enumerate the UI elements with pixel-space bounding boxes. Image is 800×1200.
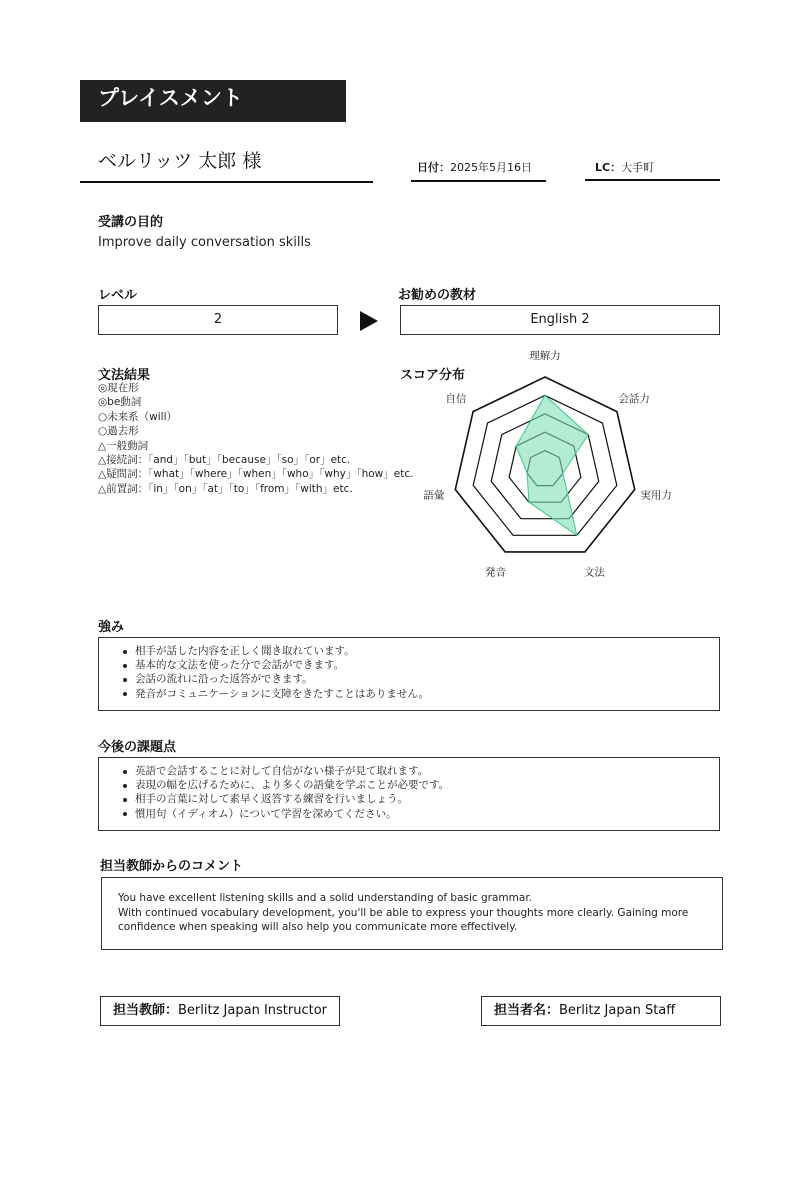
purpose-text: Improve daily conversation skills	[98, 235, 311, 250]
grammar-item: ◎現在形	[98, 382, 139, 394]
radar-axis-label: 語彙	[423, 489, 445, 502]
radar-axis-label: 文法	[584, 566, 605, 579]
comment-line: You have excellent listening skills and a solid understanding of basic grammar.	[118, 892, 533, 904]
date-underline	[411, 180, 546, 182]
level-value-box: 2	[98, 305, 338, 335]
material-label: お勧めの教材	[398, 288, 477, 303]
comment-line: confidence when speaking will also help you communicate more effectively.	[118, 921, 518, 934]
teacher-value: Berlitz Japan Instructor	[178, 1003, 328, 1018]
date-value: 2025年5月16日	[450, 161, 532, 174]
teacher-box	[100, 996, 340, 1026]
comment-line: With continued vocabulary development, you'll be able to express your thoughts more clearly. Gaining more	[118, 906, 689, 919]
grammar-item: △前置詞：「in」「on」「at」「to」「from」「with」etc.	[98, 482, 353, 495]
grammar-list	[98, 381, 413, 496]
name-underline	[80, 181, 373, 183]
chart-title: スコア分布	[400, 368, 466, 383]
level-label: レベル	[98, 288, 138, 303]
staff-label: 担当者名：	[494, 1003, 560, 1018]
staff-box	[481, 996, 721, 1026]
challenges-box	[98, 757, 720, 831]
challenge-item: 相手の言葉に対して素早く返答する練習を行いましょう。	[121, 792, 719, 806]
challenges-label: 今後の課題点	[98, 740, 177, 755]
grammar-item: ◎be動詞	[98, 396, 142, 409]
date-field	[417, 159, 532, 175]
strength-item: 会話の流れに沿った返答ができます。	[121, 672, 719, 686]
grammar-item: ○過去形	[98, 425, 139, 438]
grammar-item: ○未来系（will）	[98, 410, 178, 423]
comment-box	[101, 877, 723, 950]
strength-item: 発音がコミュニケーションに支障をきたすことはありません。	[121, 687, 719, 701]
lc-field	[595, 159, 654, 175]
staff-value: Berlitz Japan Staff	[559, 1003, 676, 1018]
radar-chart	[400, 350, 720, 600]
strengths-label: 強み	[98, 620, 125, 635]
challenge-item: 英語で会話することに対して自信がない様子が見て取れます。	[121, 764, 719, 778]
teacher-label: 担当教師：	[113, 1003, 179, 1018]
arrow-right-icon	[360, 311, 378, 331]
challenge-item: 慣用句（イディオム）について学習を深めてください。	[121, 807, 719, 821]
lc-underline	[585, 179, 720, 181]
radar-axis-label: 会話力	[618, 392, 650, 405]
radar-axis-label: 自信	[445, 392, 467, 405]
grammar-item: △接続詞：「and」「but」「because」「so」「or」etc.	[98, 454, 351, 467]
radar-data-area	[516, 395, 588, 535]
strength-item: 相手が話した内容を正しく聞き取れています。	[121, 644, 719, 658]
strength-item: 基本的な文法を使った分で会話ができます。	[121, 658, 719, 672]
material-value-box: English 2	[400, 305, 720, 335]
date-label: 日付：	[417, 161, 450, 174]
student-name: ベルリッツ 太郎 様	[98, 150, 262, 172]
strengths-box	[98, 637, 720, 711]
lc-value: 大手町	[621, 161, 655, 174]
radar-axis-label: 実用力	[640, 489, 672, 502]
grammar-item: △一般動詞	[98, 439, 149, 452]
grammar-label: 文法結果	[98, 368, 151, 383]
comment-label: 担当教師からのコメント	[100, 859, 244, 874]
radar-axis-label: 発音	[485, 566, 506, 579]
page-title: プレイスメント	[80, 80, 346, 122]
challenge-item: 表現の幅を広げるために、より多くの語彙を学ぶことが必要です。	[121, 778, 719, 792]
radar-axis-label: 理解力	[529, 350, 561, 362]
lc-label: LC：	[595, 161, 622, 174]
grammar-item: △疑問詞：「what」「where」「when」「who」「why」「how」etc.	[98, 468, 414, 481]
purpose-label: 受講の目的	[98, 215, 164, 230]
